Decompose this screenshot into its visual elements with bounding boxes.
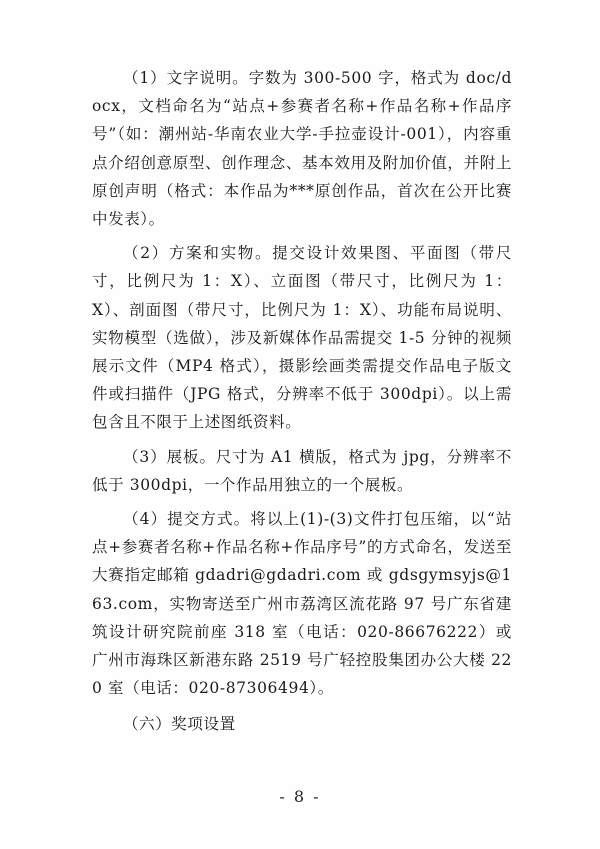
paragraph-plan-and-model: （2）方案和实物。提交设计效果图、平面图（带尺寸，比例尺为 1：X）、立面图（带尺寸，比例尺为 1：X）、剖面图（带尺寸，比例尺为 1：X）、功能布局说明、实物模型（选做），涉及新媒体作品需提交 1-5 分钟的视频展示文件（MP4 格式），摄影绘画类需提交作品电子版文件或扫描件（JPG 格式，分辨率不低于 300dpi）。以上需包含且不限于上述图纸资料。 <box>92 244 512 432</box>
section-heading-awards: （六）奖项设置 <box>123 715 236 734</box>
document-body <box>92 64 512 738</box>
page-number: - 8 - <box>279 787 321 806</box>
paragraph-display-board: （3）展板。尺寸为 A1 横版，格式为 jpg，分辨率不低于 300dpi，一个作品用独立的一个展板。 <box>92 447 512 494</box>
paragraph-submission-method: （4）提交方式。将以上(1)-(3)文件打包压缩，以“站点+参赛者名称+作品名称+作品序号”的方式命名，发送至大赛指定邮箱 gdadri@gdadri.com 或 gdsgymsyjs@163.com，实物寄送至广州市荔湾区流花路 97 号广东省建筑设计研究院前座 318 室（电话：020-86676222）或广州市海珠区新港东路 2519 号广轻控股集团办公大楼 220 室（电话：020-87306494）。 <box>92 510 512 698</box>
paragraph-text-description: （1）文字说明。字数为 300-500 字，格式为 doc/docx，文档命名为“站点+参赛者名称+作品名称+作品序号”（如：潮州站-华南农业大学-手拉壶设计-001），内容重点介绍创意原型、创作理念、基本效用及附加价值，并附上原创声明（格式：本作品为***原创作品，首次在公开比赛中发表）。 <box>92 69 512 229</box>
